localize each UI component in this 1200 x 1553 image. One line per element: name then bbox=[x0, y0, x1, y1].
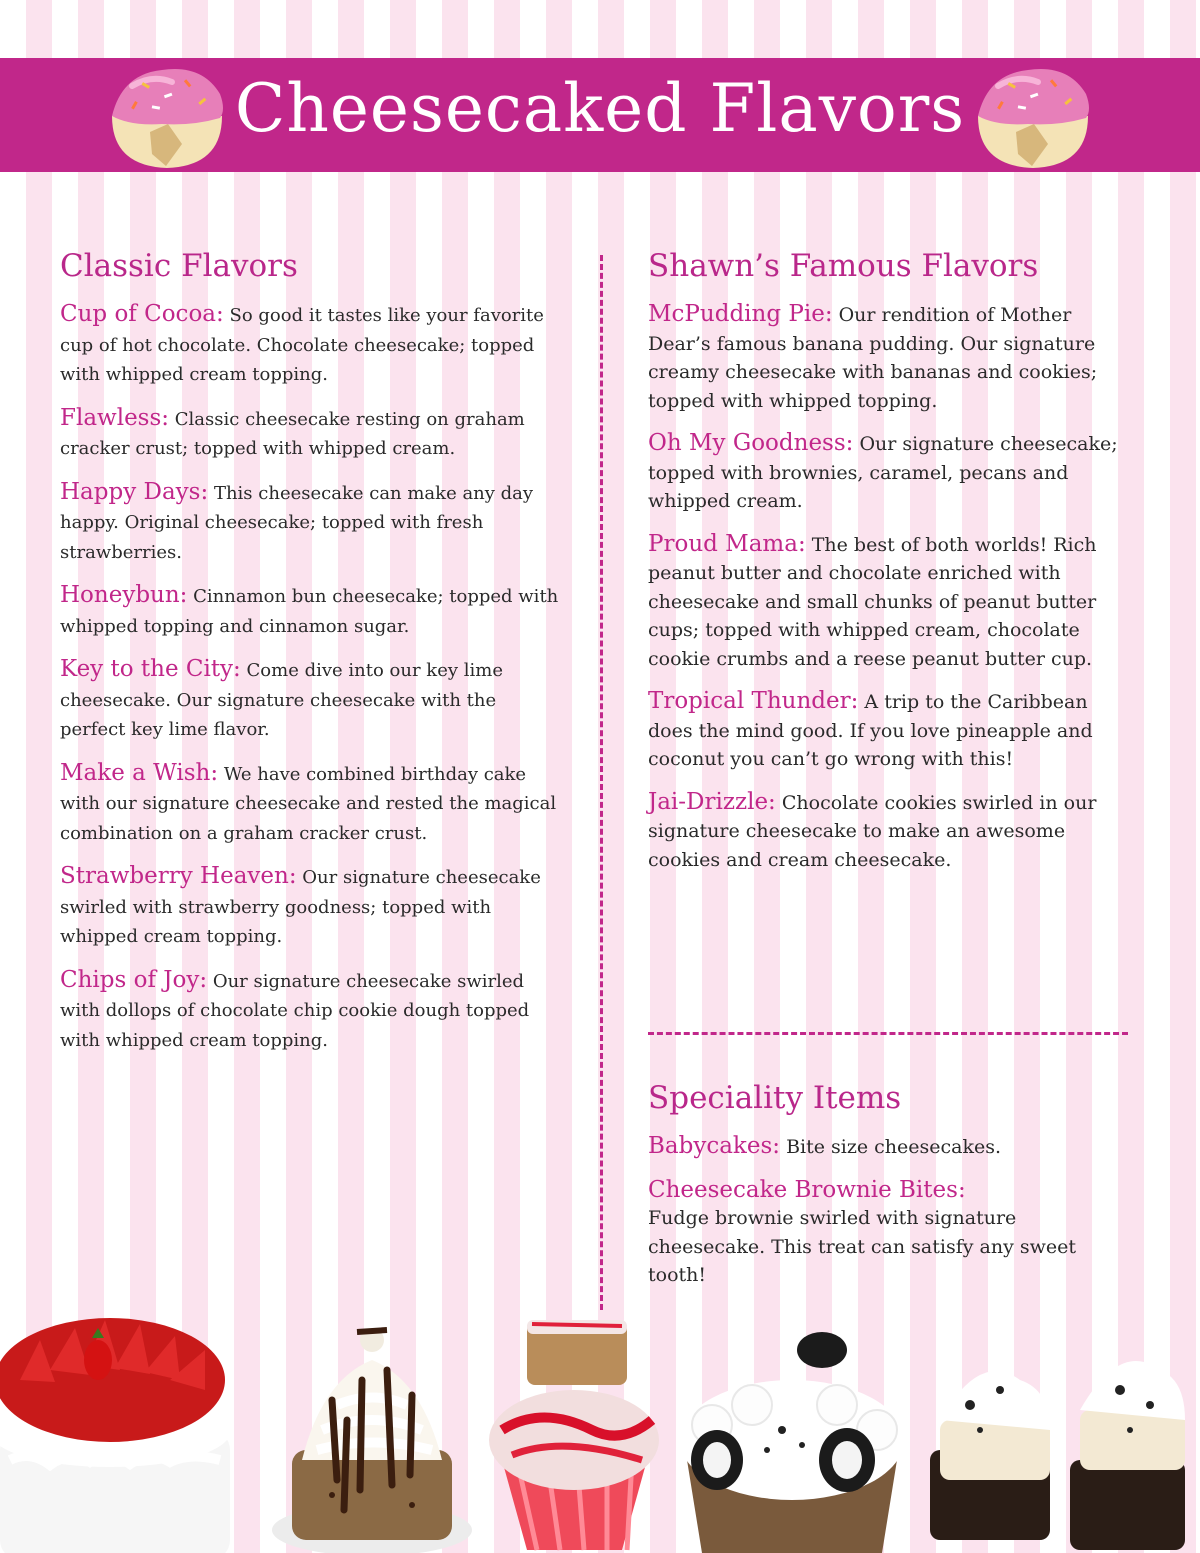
flavor-desc: So good it tastes like your favorite cup of hot chocolate. Chocolate cheesecake; topped with whipped cream topping. bbox=[60, 305, 544, 385]
speciality-desc: Bite size cheesecakes. bbox=[780, 1136, 1002, 1158]
strawberry-cupcake-photo bbox=[472, 1310, 672, 1553]
flavor-desc: A trip to the Caribbean does the mind good. If you love pineapple and coconut you can’t go wrong with this! bbox=[648, 691, 1093, 770]
flavor-item bbox=[60, 478, 565, 568]
flavor-desc: The best of both worlds! Rich peanut butter and chocolate enriched with cheesecake and small chunks of peanut butter cups; topped with whipped cream, chocolate cookie crumbs and a reese peanut butter cup. bbox=[648, 533, 1097, 670]
flavor-desc: We have combined birthday cake with our signature cheesecake and rested the magical combination on a graham cracker crust. bbox=[60, 763, 557, 844]
vertical-divider bbox=[600, 255, 603, 1310]
flavor-item bbox=[648, 300, 1128, 415]
flavor-name: Honeybun: bbox=[60, 582, 188, 608]
flavor-item bbox=[60, 966, 565, 1056]
speciality-name: Babycakes: bbox=[648, 1133, 781, 1159]
section-title-classic: Classic Flavors bbox=[60, 248, 298, 284]
flavor-desc: Our rendition of Mother Dear’s famous banana pudding. Our signature creamy cheesecake with bananas and cookies; topped with whipped topping. bbox=[648, 304, 1098, 412]
cheesecake-sprinkles-icon bbox=[968, 54, 1098, 174]
speciality-name: Cheesecake Brownie Bites: bbox=[648, 1176, 966, 1203]
flavor-name: Key to the City: bbox=[60, 656, 241, 682]
flavor-name: Happy Days: bbox=[60, 478, 209, 505]
cheesecake-sprinkles-icon bbox=[102, 54, 232, 174]
flavor-desc: Come dive into our key lime cheesecake. Our signature cheesecake with the perfect key lime flavor. bbox=[60, 660, 503, 740]
section-title-speciality: Speciality Items bbox=[648, 1080, 902, 1116]
flavor-name: Jai-Drizzle: bbox=[648, 788, 776, 815]
flavor-name: Chips of Joy: bbox=[60, 966, 208, 993]
flavor-name: Cup of Cocoa: bbox=[60, 301, 224, 327]
chocolate-drizzle-cheesecake-photo bbox=[262, 1310, 482, 1553]
speciality-item bbox=[648, 1132, 1118, 1162]
flavor-desc: Cinnamon bun cheesecake; topped with whipped topping and cinnamon sugar. bbox=[60, 586, 559, 637]
cookies-and-cream-cheesecake-photo bbox=[672, 1310, 912, 1553]
flavor-item bbox=[648, 788, 1128, 875]
flavor-item bbox=[60, 655, 565, 745]
oreo-cheesecake-bites-photo bbox=[920, 1310, 1190, 1553]
flavor-desc: This cheesecake can make any day happy. Original cheesecake; topped with fresh strawberries. bbox=[60, 482, 534, 563]
speciality-items-section bbox=[648, 1080, 1118, 1304]
flavor-desc: Our signature cheesecake swirled with dollops of chocolate chip cookie dough topped with whipped cream topping. bbox=[60, 970, 530, 1051]
flavor-item bbox=[60, 300, 565, 390]
flavor-name: Tropical Thunder: bbox=[648, 688, 859, 714]
flavor-desc: Chocolate cookies swirled in our signature cheesecake to make an awesome cookies and cream cheesecake. bbox=[648, 791, 1097, 871]
speciality-item bbox=[648, 1176, 1118, 1290]
classic-flavors-section bbox=[60, 248, 565, 1069]
flavor-item bbox=[60, 404, 565, 464]
famous-flavors-section bbox=[648, 248, 1128, 888]
flavor-item bbox=[60, 581, 565, 641]
flavor-desc: Our signature cheesecake swirled with strawberry goodness; topped with whipped cream topping. bbox=[60, 867, 541, 947]
flavor-item bbox=[648, 530, 1128, 674]
flavor-item bbox=[60, 862, 565, 952]
flavor-item bbox=[648, 687, 1128, 774]
flavor-desc: Our signature cheesecake; topped with brownies, caramel, pecans and whipped cream. bbox=[648, 433, 1118, 512]
product-photo-strip bbox=[0, 1310, 1200, 1553]
speciality-desc: Fudge brownie swirled with signature cheesecake. This treat can satisfy any sweet tooth! bbox=[648, 1207, 1076, 1286]
flavor-name: Flawless: bbox=[60, 404, 170, 431]
flavor-item bbox=[648, 429, 1128, 516]
strawberry-cake-photo bbox=[0, 1310, 250, 1553]
page-title: Cheesecaked Flavors bbox=[234, 70, 966, 147]
flavor-name: McPudding Pie: bbox=[648, 301, 833, 327]
flavor-name: Oh My Goodness: bbox=[648, 430, 854, 456]
flavor-name: Proud Mama: bbox=[648, 530, 806, 557]
flavor-name: Make a Wish: bbox=[60, 759, 219, 786]
flavor-desc: Classic cheesecake resting on graham cracker crust; topped with whipped cream. bbox=[60, 408, 525, 459]
flavor-item bbox=[60, 759, 565, 849]
horizontal-divider bbox=[648, 1032, 1128, 1035]
section-title-famous: Shawn’s Famous Flavors bbox=[648, 248, 1039, 284]
flavor-name: Strawberry Heaven: bbox=[60, 863, 297, 889]
